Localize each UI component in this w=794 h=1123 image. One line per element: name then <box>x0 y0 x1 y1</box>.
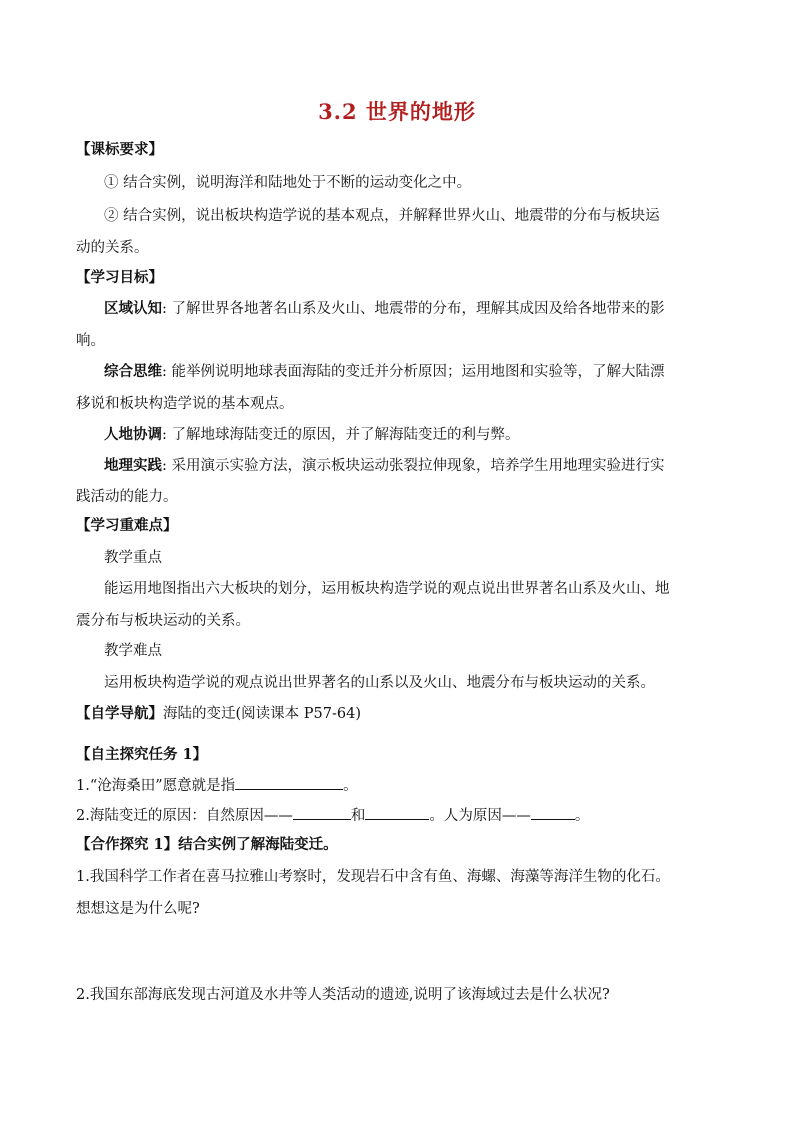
goal-harmony-line-1 <box>104 425 520 445</box>
focus-label: 教学重点 <box>104 550 162 566</box>
task1-q1-suffix: 。 <box>343 778 358 794</box>
self-study-line <box>76 704 361 724</box>
section-heading-task1: 【自主探究任务 1】 <box>76 746 208 763</box>
goal-harmony-label: 人地协调 <box>104 426 162 443</box>
standards-item-2-line-1: ② 结合实例，说出板块构造学说的基本观点，并解释世界火山、地震带的分布与板块运 <box>104 208 660 224</box>
section-heading-goals: 【学习目标】 <box>76 269 163 286</box>
answer-blank[interactable] <box>235 775 343 790</box>
goal-thinking-line-1 <box>104 362 665 382</box>
goal-regional-line-1 <box>104 299 665 319</box>
goal-thinking-line-2: 移说和板块构造学说的基本观点。 <box>76 396 294 412</box>
standards-item-1: ① 结合实例，说明海洋和陆地处于不断的运动变化之中。 <box>104 175 472 191</box>
task1-q2-part-c: 。人为原因—— <box>429 808 531 824</box>
goal-regional-text: : 了解世界各地著名山系及火山、地震带的分布，理解其成因及给各地带来的影 <box>162 301 665 317</box>
section-heading-key-points: 【学习重难点】 <box>76 517 178 534</box>
answer-blank[interactable] <box>365 805 429 820</box>
task1-question-1 <box>76 775 358 796</box>
difficulty-line-1: 运用板块构造学说的观点说出世界著名的山系以及火山、地震分布与板块运动的关系。 <box>104 675 655 691</box>
goal-practice-text: : 采用演示实验方法，演示板块运动张裂拉伸现象，培养学生用地理实验进行实 <box>162 458 665 474</box>
focus-line-1: 能运用地图指出六大板块的划分，运用板块构造学说的观点说出世界著名山系及火山、地 <box>104 581 670 597</box>
answer-blank[interactable] <box>531 805 575 820</box>
focus-line-2: 震分布与板块运动的关系。 <box>76 613 250 629</box>
task1-q2-part-a: 2.海陆变迁的原因：自然原因—— <box>76 808 293 824</box>
section-heading-coop1: 【合作探究 1】结合实例了解海陆变迁。 <box>76 836 338 853</box>
goal-regional-label: 区域认知 <box>104 300 162 317</box>
task1-question-2 <box>76 805 589 826</box>
coop1-question-2: 2.我国东部海底发现古河道及水井等人类活动的遗迹,说明了该海域过去是什么状况? <box>76 987 610 1003</box>
section-heading-standards: 【课标要求】 <box>76 141 163 158</box>
goal-practice-label: 地理实践 <box>104 457 162 474</box>
difficulty-label: 教学难点 <box>104 643 162 659</box>
answer-blank[interactable] <box>293 805 351 820</box>
self-study-text: 海陆的变迁(阅读课本 P57-64) <box>163 706 361 722</box>
goal-thinking-text: : 能举例说明地球表面海陆的变迁并分析原因；运用地图和实验等，了解大陆漂 <box>162 364 665 380</box>
task1-q2-part-d: 。 <box>574 808 590 824</box>
goal-harmony-text: : 了解地球海陆变迁的原因，并了解海陆变迁的利与弊。 <box>162 427 520 443</box>
standards-item-2-line-2: 动的关系。 <box>76 240 149 256</box>
coop1-question-1-line-1: 1.我国科学工作者在喜马拉雅山考察时，发现岩石中含有鱼、海螺、海藻等海洋生物的化石。 <box>76 869 670 885</box>
goal-practice-line-2: 践活动的能力。 <box>76 489 178 505</box>
goal-thinking-label: 综合思维 <box>104 363 162 380</box>
task1-q2-part-b: 和 <box>350 808 366 824</box>
goal-regional-line-2: 响。 <box>76 333 105 349</box>
task1-q1-prefix: 1.“沧海桑田”愿意就是指 <box>76 778 236 794</box>
goal-practice-line-1 <box>104 456 665 476</box>
section-heading-self-study: 【自学导航】 <box>76 705 163 722</box>
coop1-question-1-line-2: 想想这是为什么呢? <box>76 901 200 917</box>
page-title: 3.2 世界的地形 <box>318 99 476 124</box>
